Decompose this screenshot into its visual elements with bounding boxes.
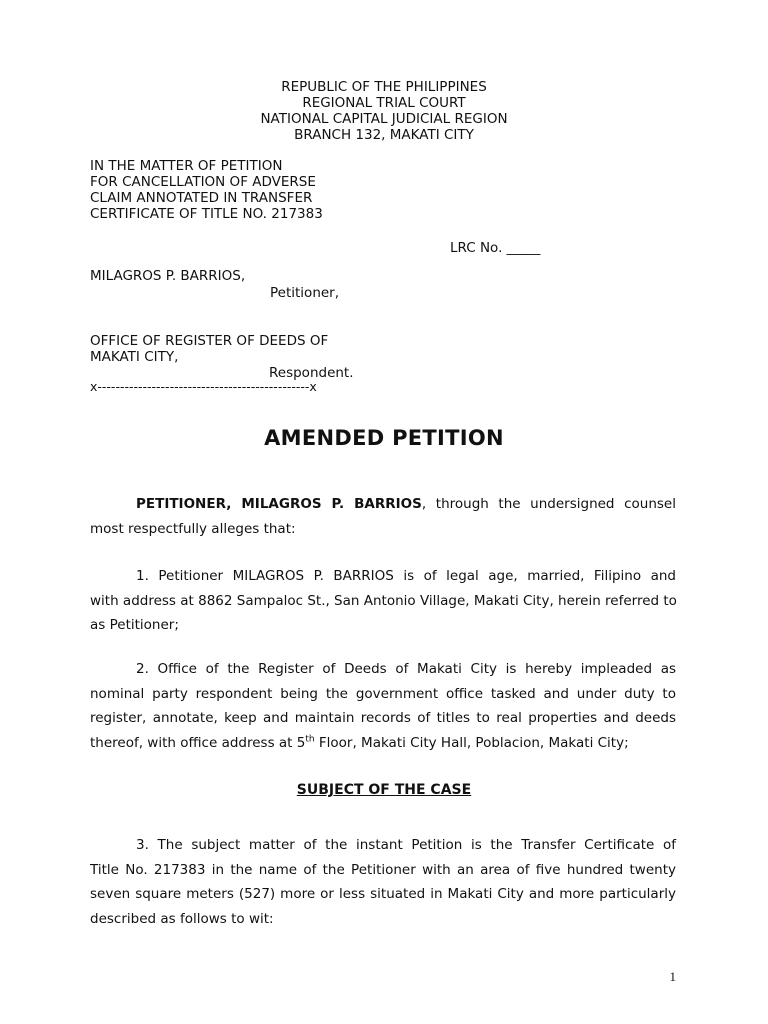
paragraph-3-line-1: 3. The subject matter of the instant Petition is the Transfer Certificate of xyxy=(136,837,676,853)
petitioner-role: Petitioner, xyxy=(270,285,340,301)
paragraph-2-line-4-post: Floor, Makati City Hall, Poblacion, Makati City; xyxy=(314,734,629,751)
lrc-number: LRC No. _____ xyxy=(450,240,541,256)
court-header-branch: BRANCH 132, MAKATI CITY xyxy=(294,127,474,143)
intro-paragraph xyxy=(90,492,676,541)
paragraph-2-line-4-pre: thereof, with office address at 5 xyxy=(90,734,306,751)
page-number: 1 xyxy=(669,969,676,984)
paragraph-2-line-3: register, annotate, keep and maintain records of titles to real properties and deeds xyxy=(90,710,676,726)
caption-matter-line-4: CERTIFICATE OF TITLE NO. 217383 xyxy=(90,206,323,222)
intro-line-1 xyxy=(90,492,676,517)
paragraph-2 xyxy=(90,657,676,755)
respondent-name-line-1: OFFICE OF REGISTER OF DEEDS OF xyxy=(90,333,329,349)
caption-separator: x-----------------------------------------------x xyxy=(90,379,317,394)
paragraph-3-line-3: seven square meters (527) more or less situated in Makati City and more particularly xyxy=(90,886,676,902)
subject-of-the-case-heading: SUBJECT OF THE CASE xyxy=(296,782,472,798)
paragraph-3 xyxy=(90,833,676,931)
court-header-rtc: REGIONAL TRIAL COURT xyxy=(302,95,466,111)
respondent-name-line-2: MAKATI CITY, xyxy=(90,349,179,365)
paragraph-3-line-2: Title No. 217383 in the name of the Petitioner with an area of five hundred twenty xyxy=(90,861,676,878)
paragraph-1-line-1: 1. Petitioner MILAGROS P. BARRIOS is of legal age, married, Filipino and xyxy=(136,568,676,584)
caption-matter-line-3: CLAIM ANNOTATED IN TRANSFER xyxy=(90,190,313,206)
court-header-region: NATIONAL CAPITAL JUDICIAL REGION xyxy=(260,111,508,127)
intro-petitioner-bold: PETITIONER, MILAGROS P. BARRIOS xyxy=(136,496,422,512)
paragraph-2-ordinal-suffix: th xyxy=(305,734,315,744)
petitioner-name: MILAGROS P. BARRIOS, xyxy=(90,268,246,284)
paragraph-1 xyxy=(90,564,676,638)
paragraph-1-line-3: as Petitioner; xyxy=(90,617,179,633)
paragraph-1-line-2: with address at 8862 Sampaloc St., San Antonio Village, Makati City, herein referred to xyxy=(90,592,677,609)
court-header-republic: REPUBLIC OF THE PHILIPPINES xyxy=(281,79,487,95)
paragraph-2-line-2: nominal party respondent being the government office tasked and under duty to xyxy=(90,685,676,702)
paragraph-2-line-1: 2. Office of the Register of Deeds of Makati City is hereby impleaded as xyxy=(136,661,676,677)
caption-matter-line-2: FOR CANCELLATION OF ADVERSE xyxy=(90,174,316,190)
document-title: AMENDED PETITION xyxy=(264,426,504,450)
paragraph-2-line-4 xyxy=(90,731,676,756)
respondent-role: Respondent. xyxy=(269,365,354,381)
paragraph-3-line-4: described as follows to wit: xyxy=(90,910,274,927)
intro-line-1-rest: , through the undersigned counsel xyxy=(421,496,676,512)
intro-line-2: most respectfully alleges that: xyxy=(90,520,296,537)
caption-matter-line-1: IN THE MATTER OF PETITION xyxy=(90,158,283,174)
